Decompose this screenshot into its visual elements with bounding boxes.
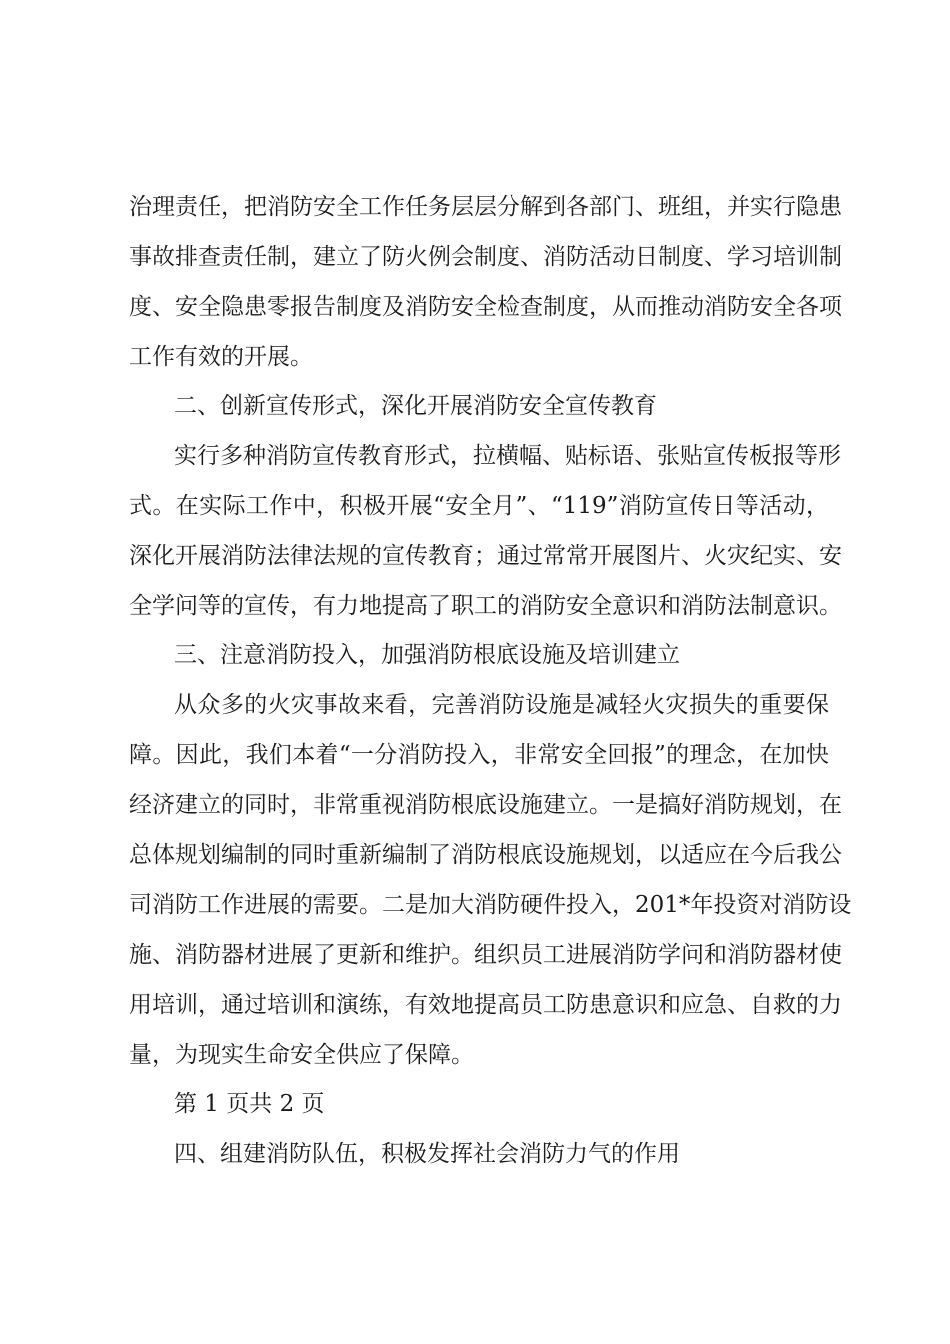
paragraph-line: 实行多种消防宣传教育形式，拉横幅、贴标语、张贴宣传板报等形 [174, 443, 841, 469]
paragraph-line: 工作有效的开展。 [129, 344, 313, 370]
paragraph-line: 从众多的火灾事故来看，完善消防设施是减轻火灾损失的重要保 [174, 692, 829, 718]
paragraph-line: 用培训，通过培训和演练，有效地提高员工防患意识和应急、自救的力 [129, 992, 842, 1018]
paragraph-line: 障。因此，我们本着“一分消防投入，非常安全回报”的理念，在加快 [129, 742, 829, 768]
paragraph-line: 度、安全隐患零报告制度及消防安全检查制度，从而推动消防安全各项 [129, 294, 842, 320]
page-number: 第 1 页共 2 页 [174, 1091, 325, 1117]
section-heading-2: 二、创新宣传形式，深化开展消防安全宣传教育 [174, 393, 657, 419]
paragraph-line: 治理责任，把消防安全工作任务层层分解到各部门、班组，并实行隐患 [129, 194, 842, 220]
paragraph-line: 量，为现实生命安全供应了保障。 [129, 1042, 474, 1068]
paragraph-line: 式。在实际工作中，积极开展“安全月”、“119”消防宣传日等活动， [129, 493, 829, 519]
paragraph-line: 司消防工作进展的需要。二是加大消防硬件投入，201*年投资对消防设 [129, 892, 852, 918]
paragraph-line: 全学问等的宣传，有力地提高了职工的消防安全意识和消防法制意识。 [129, 593, 842, 619]
paragraph-line: 深化开展消防法律法规的宣传教育；通过常常开展图片、火灾纪实、安 [129, 543, 842, 569]
paragraph-line: 经济建立的同时，非常重视消防根底设施建立。一是搞好消防规划，在 [129, 792, 842, 818]
paragraph-line: 总体规划编制的同时重新编制了消防根底设施规划，以适应在今后我公 [129, 842, 842, 868]
paragraph-line: 事故排查责任制，建立了防火例会制度、消防活动日制度、学习培训制 [129, 244, 842, 270]
section-heading-3: 三、注意消防投入，加强消防根底设施及培训建立 [174, 642, 680, 668]
section-heading-4: 四、组建消防队伍，积极发挥社会消防力气的作用 [174, 1141, 680, 1167]
paragraph-line: 施、消防器材进展了更新和维护。组织员工进展消防学问和消防器材使 [129, 942, 842, 968]
